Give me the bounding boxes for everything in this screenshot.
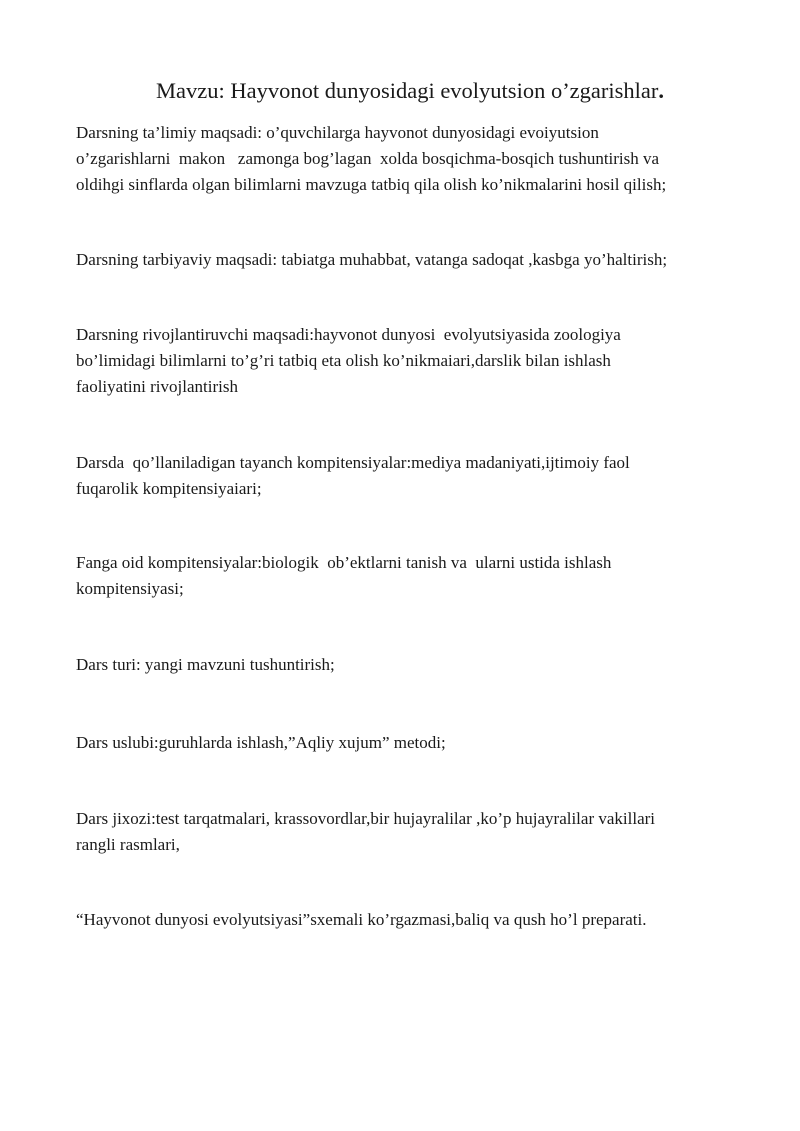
paragraph-line: fuqarolik kompitensiyaiari; bbox=[76, 479, 262, 498]
paragraph-line: “Hayvonot dunyosi evolyutsiyasi”sxemali ko’rgazmasi,baliq va qush ho’l preparati. bbox=[76, 910, 647, 929]
paragraph-line: Darsning tarbiyaviy maqsadi: tabiatga muhabbat, vatanga sadoqat ,kasbga yo’haltirish; bbox=[76, 250, 668, 269]
paragraph-line: Darsning rivojlantiruvchi maqsadi:hayvonot dunyosi evolyutsiyasida zoologiya bbox=[76, 325, 621, 344]
paragraph-dars-jixozi bbox=[76, 806, 766, 858]
paragraph-line: oldihgi sinflarda olgan bilimlarni mavzuga tatbiq qila olish ko’nikmalarini hosil qilish; bbox=[76, 175, 667, 194]
paragraph-dars-uslubi bbox=[76, 730, 766, 756]
paragraph-line: Dars jixozi:test tarqatmalari, krassovordlar,bir hujayralilar ,ko’p hujayralilar vakillari bbox=[76, 809, 656, 828]
paragraph-tayanch-kompitensiyalar bbox=[76, 450, 766, 502]
paragraph-line: Dars uslubi:guruhlarda ishlash,”Aqliy xujum” metodi; bbox=[76, 733, 446, 752]
paragraph-tarbiyaviy-maqsad bbox=[76, 247, 766, 273]
paragraph-fanga-oid-kompitensiyalar bbox=[76, 550, 766, 602]
paragraph-line: Fanga oid kompitensiyalar:biologik ob’ektlarni tanish va ularni ustida ishlash bbox=[76, 553, 612, 572]
paragraph-line: kompitensiyasi; bbox=[76, 579, 184, 598]
paragraph-line: rangli rasmlari, bbox=[76, 835, 180, 854]
paragraph-line: faoliyatini rivojlantirish bbox=[76, 377, 238, 396]
paragraph-korgazma bbox=[76, 907, 766, 933]
paragraph-rivojlantiruvchi-maqsad bbox=[76, 322, 766, 400]
paragraph-line: Dars turi: yangi mavzuni tushuntirish; bbox=[76, 655, 335, 674]
paragraph-line: Darsning ta’limiy maqsadi: o’quvchilarga hayvonot dunyosidagi evoiyutsion bbox=[76, 123, 599, 142]
paragraph-line: bo’limidagi bilimlarni to’g’ri tatbiq eta olish ko’nikmaiari,darslik bilan ishlash bbox=[76, 351, 611, 370]
paragraph-line: Darsda qo’llaniladigan tayanch kompitensiyalar:mediya madaniyati,ijtimoiy faol bbox=[76, 453, 630, 472]
paragraph-line: o’zgarishlarni makon zamonga bog’lagan xolda bosqichma-bosqich tushuntirish va bbox=[76, 149, 660, 168]
title-end-mark: . bbox=[658, 78, 665, 103]
paragraph-talimiy-maqsad bbox=[76, 120, 766, 198]
document-title bbox=[0, 76, 800, 106]
title-text: Mavzu: Hayvonot dunyosidagi evolyutsion o’zgarishlar bbox=[155, 78, 659, 103]
paragraph-dars-turi bbox=[76, 652, 766, 678]
